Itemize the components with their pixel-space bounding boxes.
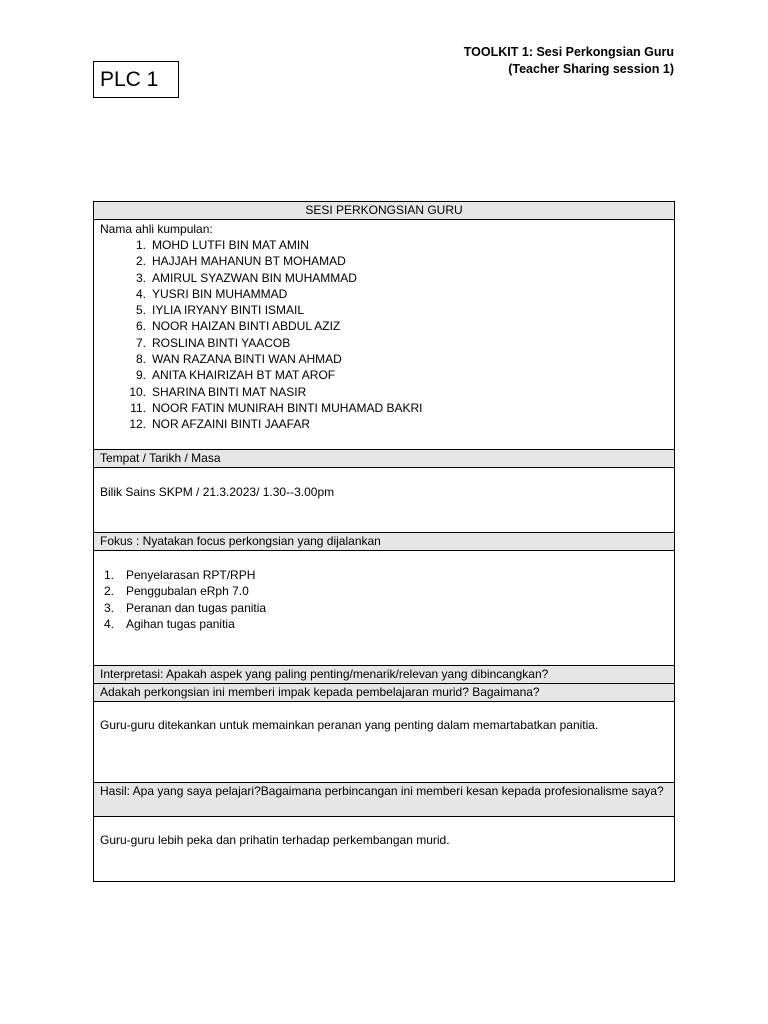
impact-label: Adakah perkongsian ini memberi impak kepada pembelajaran murid? Bagaimana? — [94, 684, 674, 702]
sharing-session-form — [93, 201, 675, 882]
result-section — [94, 817, 674, 881]
plc-label: PLC 1 — [100, 68, 159, 91]
list-number: 2. — [135, 254, 146, 269]
interpretation-label: Interpretasi: Apakah aspek yang paling penting/menarik/relevan yang dibincangkan? — [94, 666, 674, 684]
list-number: 9. — [135, 368, 146, 383]
member-name: ANITA KHAIRIZAH BT MAT AROF — [152, 368, 336, 383]
list-number: 1. — [104, 568, 115, 582]
list-number: 4. — [135, 286, 146, 301]
focus-section — [94, 551, 674, 666]
list-number: 12. — [129, 417, 146, 432]
plc-label-box — [93, 61, 179, 98]
member-name: HAJJAH MAHANUN BT MOHAMAD — [152, 254, 346, 269]
focus-item-text: Peranan dan tugas panitia — [126, 600, 267, 615]
member-name: SHARINA BINTI MAT NASIR — [152, 384, 307, 399]
list-item — [124, 237, 668, 253]
place-date-time-value: Bilik Sains SKPM / 21.3.2023/ 1.30--3.00pm — [100, 485, 335, 499]
member-name: MOHD LUTFI BIN MAT AMIN — [152, 238, 309, 252]
list-number: 3. — [135, 270, 146, 285]
list-item — [124, 351, 668, 367]
list-number: 6. — [135, 319, 146, 334]
list-number: 8. — [135, 352, 146, 367]
list-item — [124, 253, 668, 269]
list-item — [124, 302, 668, 318]
form-title: SESI PERKONGSIAN GURU — [94, 202, 674, 220]
list-number: 1. — [135, 238, 146, 252]
focus-item-text: Penyelarasan RPT/RPH — [126, 568, 256, 582]
list-item — [124, 318, 668, 334]
member-name: YUSRI BIN MUHAMMAD — [152, 286, 288, 301]
focus-item-text: Agihan tugas panitia — [126, 616, 235, 631]
list-number: 11. — [130, 400, 146, 415]
list-item — [124, 384, 668, 400]
list-number: 5. — [135, 303, 146, 318]
toolkit-subtitle: (Teacher Sharing session 1) — [508, 62, 674, 76]
list-item — [104, 567, 668, 583]
member-name: NOR AFZAINI BINTI JAAFAR — [152, 417, 311, 432]
list-item — [104, 583, 668, 599]
place-date-time-section — [94, 468, 674, 533]
list-item — [124, 367, 668, 383]
member-name: IYLIA IRYANY BINTI ISMAIL — [152, 303, 305, 318]
impact-value: Guru-guru ditekankan untuk memainkan peranan yang penting dalam memartabatkan panitia. — [100, 718, 599, 732]
list-item — [124, 400, 668, 416]
list-number: 4. — [104, 616, 115, 631]
members-section — [94, 220, 674, 450]
list-item — [124, 270, 668, 286]
list-number: 2. — [104, 584, 115, 599]
list-item — [124, 416, 668, 432]
focus-item-text: Penggubalan eRph 7.0 — [126, 584, 249, 599]
focus-label: Fokus : Nyatakan focus perkongsian yang dijalankan — [94, 533, 674, 551]
list-number: 10. — [129, 384, 146, 399]
place-date-time-label: Tempat / Tarikh / Masa — [94, 450, 674, 468]
member-name: AMIRUL SYAZWAN BIN MUHAMMAD — [152, 270, 357, 285]
list-number: 3. — [104, 600, 115, 615]
result-label: Hasil: Apa yang saya pelajari?Bagaimana perbincangan ini memberi kesan kepada profesionalisme saya? — [94, 783, 674, 817]
focus-list — [100, 567, 668, 632]
members-label: Nama ahli kumpulan: — [100, 222, 213, 236]
member-name: NOOR FATIN MUNIRAH BINTI MUHAMAD BAKRI — [152, 400, 423, 415]
toolkit-heading — [464, 44, 674, 78]
result-value: Guru-guru lebih peka dan prihatin terhadap perkembangan murid. — [100, 833, 450, 847]
list-item — [124, 335, 668, 351]
list-item — [104, 600, 668, 616]
impact-section — [94, 702, 674, 783]
list-item — [124, 286, 668, 302]
list-number: 7. — [135, 335, 146, 350]
member-name: ROSLINA BINTI YAACOB — [152, 335, 291, 350]
list-item — [104, 616, 668, 632]
member-name: WAN RAZANA BINTI WAN AHMAD — [152, 352, 342, 367]
toolkit-title: TOOLKIT 1: Sesi Perkongsian Guru — [463, 45, 674, 59]
members-list — [100, 237, 668, 433]
member-name: NOOR HAIZAN BINTI ABDUL AZIZ — [152, 319, 341, 334]
